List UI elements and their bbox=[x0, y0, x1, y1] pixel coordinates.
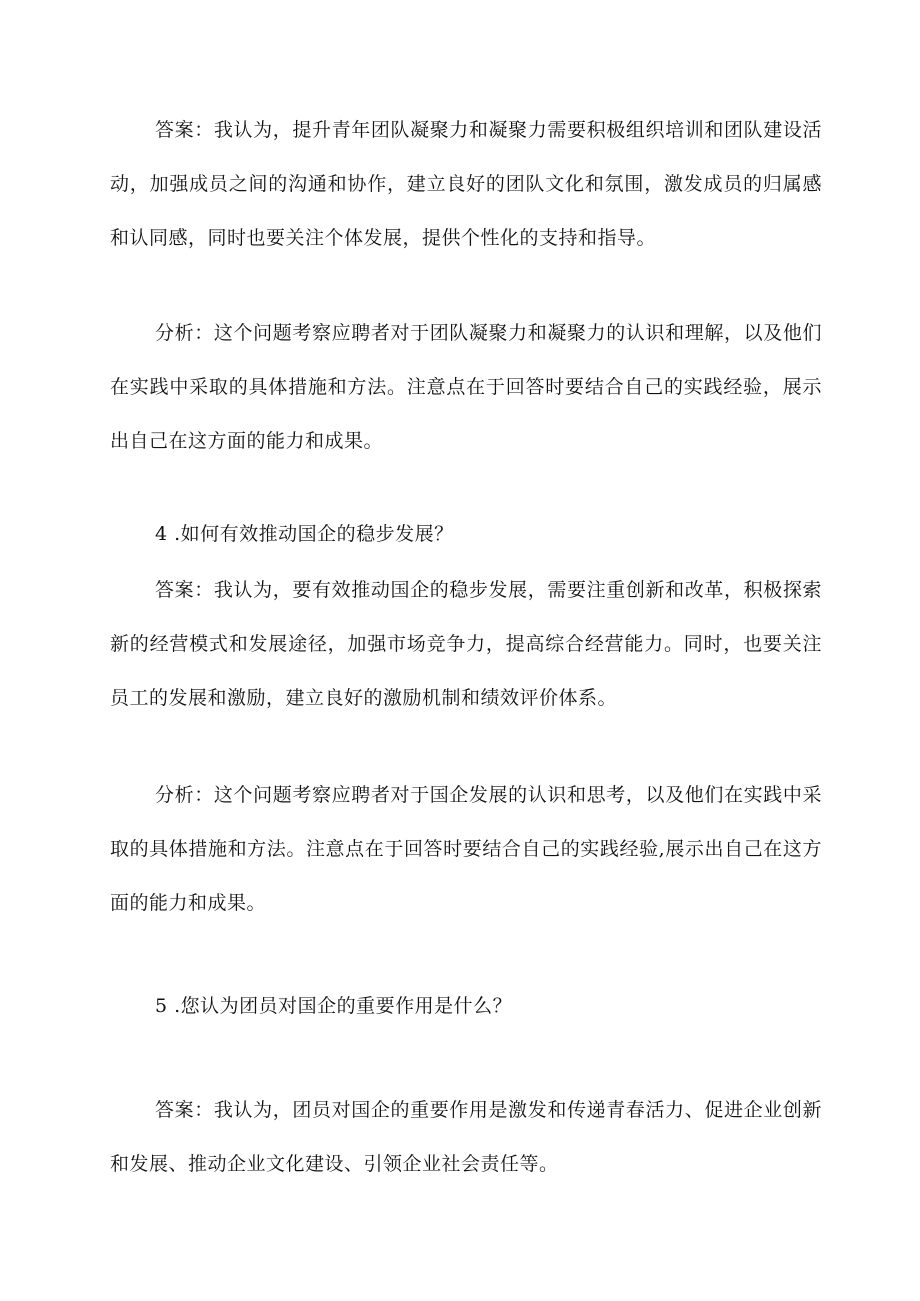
answer-paragraph-3: 答案：我认为，提升青年团队凝聚力和凝聚力需要积极组织培训和团队建设活动，加强成员之间的沟通和协作，建立良好的团队文化和氛围，激发成员的归属感和认同感，同时也要关注个体发展，提供个性化的支持和指导。 bbox=[110, 119, 822, 249]
question-heading-4: 4 .如何有效推动国企的稳步发展？ bbox=[155, 523, 454, 545]
question-heading-5: 5 .您认为团员对国企的重要作用是什么？ bbox=[155, 995, 513, 1017]
analysis-paragraph-4: 分析：这个问题考察应聘者对于国企发展的认识和思考，以及他们在实践中采取的具体措施和方法。注意点在于回答时要结合自己的实践经验,展示出自己在这方面的能力和成果。 bbox=[110, 784, 822, 914]
answer-paragraph-5: 答案：我认为，团员对国企的重要作用是激发和传递青春活力、促进企业创新和发展、推动企业文化建设、引领企业社会责任等。 bbox=[110, 1099, 822, 1175]
answer-paragraph-4: 答案：我认为，要有效推动国企的稳步发展，需要注重创新和改革，积极探索新的经营模式和发展途径，加强市场竞争力，提高综合经营能力。同时，也要关注员工的发展和激励，建立良好的激励机制和绩效评价体系。 bbox=[110, 579, 822, 709]
analysis-paragraph-3: 分析：这个问题考察应聘者对于团队凝聚力和凝聚力的认识和理解，以及他们在实践中采取的具体措施和方法。注意点在于回答时要结合自己的实践经验，展示出自己在这方面的能力和成果。 bbox=[110, 322, 822, 452]
